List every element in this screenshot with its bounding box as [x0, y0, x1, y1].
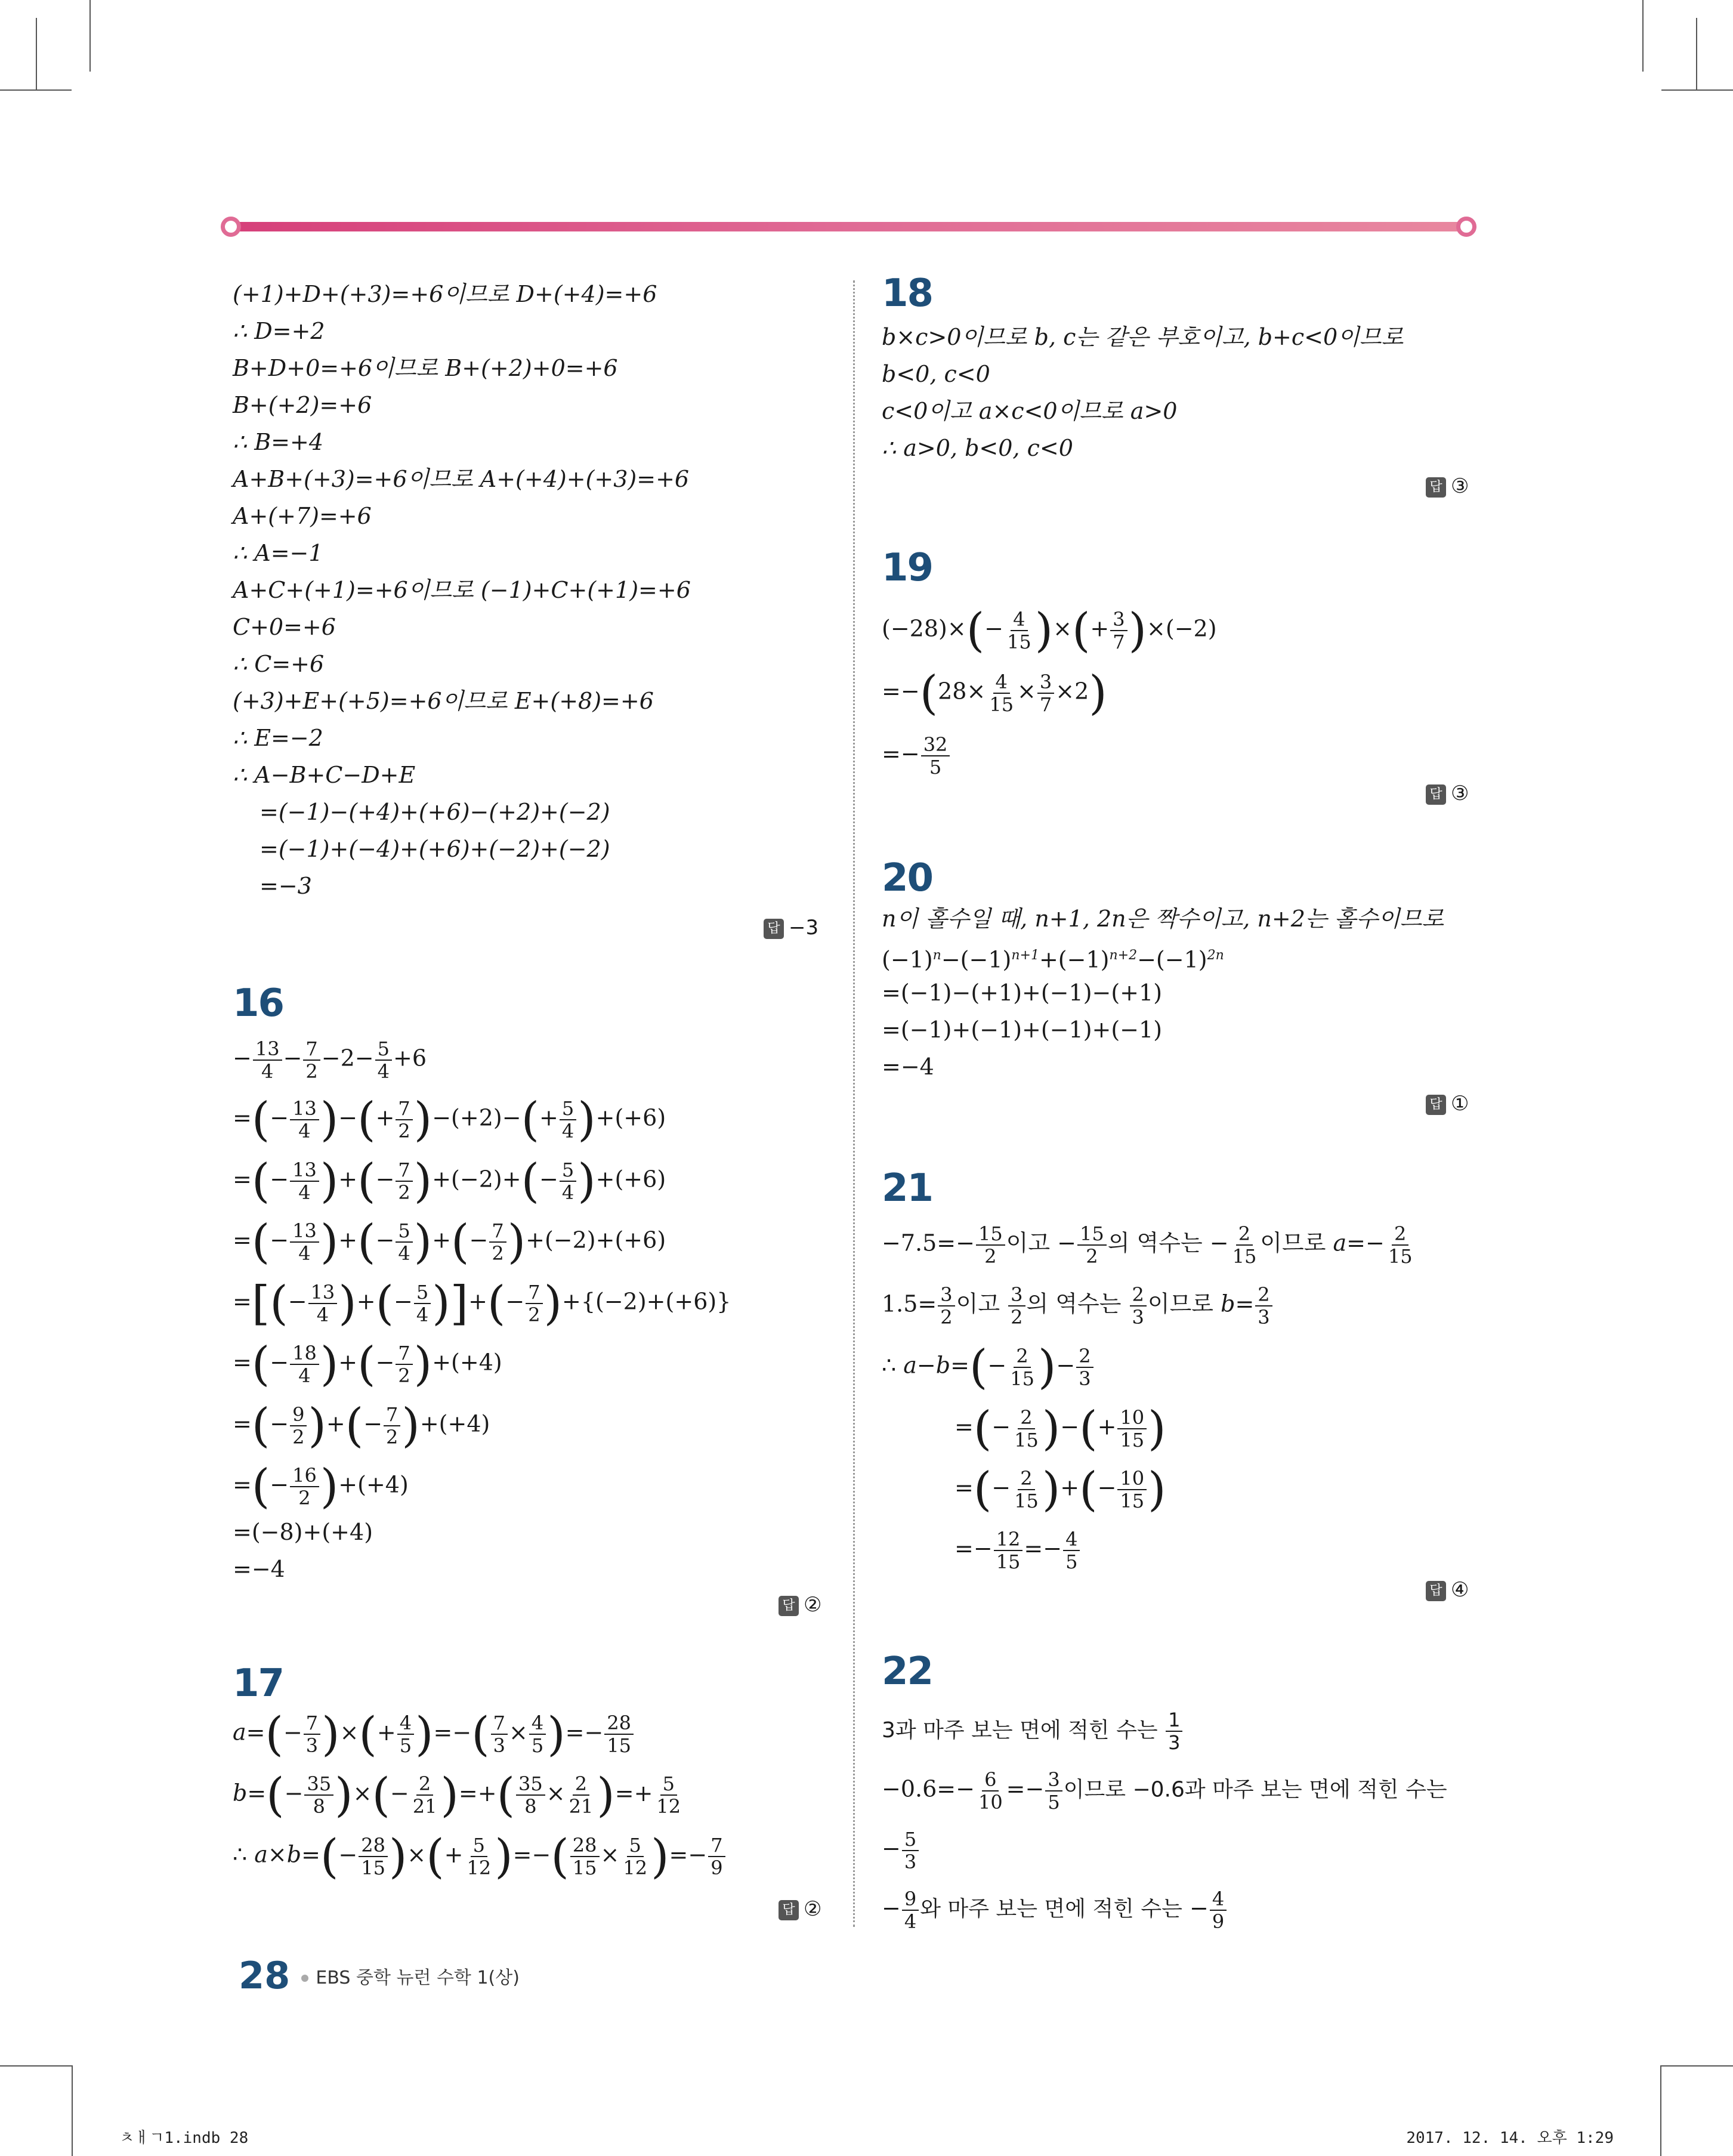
- solution-line: =−3: [260, 873, 312, 899]
- solution-line: B+D+0=+6이므로 B+(+2)+0=+6: [233, 355, 618, 381]
- solution-line: $(-1)^n-(-1)^{n+1}+(-1)^{n+2}-(-1)^{2n}$: [882, 946, 1224, 973]
- solution-line: =−4: [233, 1556, 285, 1582]
- solution-line: A+B+(+3)=+6이므로 A+(+4)+(+3)=+6: [233, 466, 690, 492]
- answer-value: ④: [1451, 1578, 1469, 1602]
- solution-line: =(− $\frac{13}{4}$ )+(− $\frac{5}{4}$ )+(− $\frac{7}{2}$ )+(−2)+(+6): [233, 1215, 666, 1269]
- problem-number: 20: [882, 856, 933, 900]
- solution-line: B+(+2)=+6: [233, 392, 372, 418]
- answer-label-icon: 답: [764, 919, 784, 939]
- solution-line: =(− $\frac{9}{2}$ )+(− $\frac{7}{2}$ )+(+4): [233, 1399, 490, 1453]
- solution-line: ∴ a>0, b<0, c<0: [882, 435, 1073, 461]
- problem-number: 22: [882, 1650, 933, 1694]
- solution-line: −0.6=− $\frac{6}{10}$ =− $\frac{3}{5}$ 이므로 −0.6과 마주 보는 면에 적힌 수는: [882, 1768, 1447, 1814]
- solution-line: =(−1)+(−1)+(−1)+(−1): [882, 1017, 1163, 1043]
- solution-line: n이 홀수일 때, n+1, 2n은 짝수이고, n+2는 홀수이므로: [882, 906, 1444, 932]
- solution-line: −7.5=− $\frac{15}{2}$ 이고 − $\frac{15}{2}$ 의 역수는 − $\frac{2}{15}$ 이므로 a=− $\frac{2}{15}$: [882, 1222, 1413, 1268]
- solution-line: =−4: [882, 1054, 934, 1080]
- print-slug-right: 2017. 12. 14. 오후 1:29: [1406, 2129, 1614, 2147]
- solution-line: ∴ A=−1: [233, 540, 323, 566]
- crop-mark: [1642, 0, 1644, 72]
- page-footer: [239, 1954, 520, 1997]
- solution-line: − $\frac{9}{4}$ 와 마주 보는 면에 적힌 수는 − $\frac{4}{9}$: [882, 1888, 1228, 1932]
- answer-value: ②: [804, 1593, 822, 1617]
- crop-mark: [36, 18, 37, 89]
- crop-mark: [0, 89, 72, 91]
- crop-mark: [72, 2065, 73, 2156]
- solution-line: =−(28× $\frac{4}{15}$ × $\frac{3}{7}$ ×2): [882, 666, 1107, 720]
- solution-line: =(−1)−(+1)+(−1)−(+1): [882, 980, 1163, 1006]
- solution-line: =(− $\frac{18}{4}$ )+(− $\frac{7}{2}$ )+(+4): [233, 1338, 502, 1391]
- answer-badge: [779, 1593, 821, 1617]
- solution-line: =(−8)+(+4): [233, 1519, 373, 1545]
- answer-value: ①: [1451, 1092, 1469, 1116]
- solution-line: C+0=+6: [233, 614, 336, 640]
- problem-number: 21: [882, 1166, 933, 1210]
- crop-mark: [0, 2065, 72, 2067]
- answer-label-icon: 답: [779, 1900, 799, 1920]
- problem-number: 18: [882, 271, 933, 316]
- header-bar: [221, 217, 1476, 237]
- answer-badge: [1426, 1092, 1469, 1116]
- solution-line: − $\frac{13}{4}$ − $\frac{7}{2}$ −2− $\frac{5}{4}$ +6: [233, 1037, 427, 1083]
- solution-line: =(− $\frac{2}{15}$ )+(− $\frac{10}{15}$ ): [954, 1463, 1166, 1516]
- solution-line: ∴ D=+2: [233, 318, 325, 344]
- solution-line: =(− $\frac{13}{4}$ )+(− $\frac{7}{2}$ )+(−2)+(− $\frac{5}{4}$ )+(+6): [233, 1154, 666, 1208]
- solution-line: (+3)+E+(+5)=+6이므로 E+(+8)=+6: [233, 688, 654, 714]
- answer-value: −3: [789, 916, 819, 940]
- header-bar-dot-left: [221, 217, 241, 237]
- answer-label-icon: 답: [779, 1596, 799, 1616]
- answer-label-icon: 답: [1426, 477, 1446, 498]
- solution-line: ∴ A−B+C−D+E: [233, 762, 416, 788]
- crop-mark: [1661, 2065, 1733, 2067]
- solution-line: c<0이고 a×c<0이므로 a>0: [882, 398, 1178, 424]
- answer-badge: [1426, 474, 1469, 498]
- solution-line: (+1)+D+(+3)=+6이므로 D+(+4)=+6: [233, 281, 657, 307]
- solution-line: =(−1)−(+4)+(+6)−(+2)+(−2): [260, 799, 610, 825]
- solution-line: 1.5= $\frac{3}{2}$ 이고 $\frac{3}{2}$ 의 역수는 $\frac{2}{3}$ 이므로 b= $\frac{2}{3}$: [882, 1284, 1274, 1328]
- answer-badge: [764, 916, 818, 940]
- column-divider: [853, 280, 855, 1927]
- problem-number: 19: [882, 546, 933, 590]
- solution-line: =− $\frac{32}{5}$: [882, 734, 951, 778]
- answer-badge: [779, 1897, 821, 1921]
- solution-line: =[(− $\frac{13}{4}$ )+(− $\frac{5}{4}$ )]+(− $\frac{7}{2}$ )+{(−2)+(+6)}: [233, 1277, 731, 1330]
- answer-label-icon: 답: [1426, 1581, 1446, 1601]
- solution-line: ∴ E=−2: [233, 725, 323, 751]
- book-title: EBS 중학 뉴런 수학 1(상): [301, 1967, 520, 1988]
- answer-badge: [1426, 782, 1469, 805]
- header-bar-line: [234, 222, 1463, 231]
- solution-line: A+C+(+1)=+6이므로 (−1)+C+(+1)=+6: [233, 577, 691, 603]
- answer-value: ③: [1451, 474, 1469, 498]
- solution-line: a=(− $\frac{7}{3}$ )×(+ $\frac{4}{5}$ )=−( $\frac{7}{3}$ × $\frac{4}{5}$ )=− $\frac{28}{15}$: [233, 1712, 635, 1756]
- solution-line: =− $\frac{12}{15}$ =− $\frac{4}{5}$: [954, 1528, 1081, 1573]
- solution-line: A+(+7)=+6: [233, 503, 372, 529]
- solution-line: =(− $\frac{13}{4}$ )−(+ $\frac{7}{2}$ )−(+2)−(+ $\frac{5}{4}$ )+(+6): [233, 1093, 666, 1147]
- print-slug-left: ㅊㅐㄱ1.indb 28: [119, 2129, 249, 2147]
- crop-mark: [1696, 18, 1697, 89]
- solution-line: b×c>0이므로 b, c는 같은 부호이고, b+c<0이므로: [882, 324, 1404, 350]
- page-number: 28: [239, 1954, 291, 1997]
- problem-number: 17: [233, 1661, 284, 1706]
- solution-line: − $\frac{5}{3}$: [882, 1828, 920, 1873]
- solution-line: ∴ B=+4: [233, 429, 324, 455]
- answer-value: ③: [1451, 782, 1469, 805]
- solution-line: =(− $\frac{2}{15}$ )−(+ $\frac{10}{15}$ ): [954, 1402, 1166, 1456]
- problem-number: 16: [233, 981, 284, 1026]
- answer-value: ②: [804, 1897, 822, 1921]
- solution-line: b=(− $\frac{35}{8}$ )×(− $\frac{2}{21}$ )=+( $\frac{35}{8}$ × $\frac{2}{21}$ )=+ $\frac{5}{12}$: [233, 1768, 681, 1822]
- solution-line: ∴ a−b=(− $\frac{2}{15}$ )− $\frac{2}{3}$: [882, 1345, 1095, 1389]
- crop-mark: [1661, 89, 1733, 91]
- solution-line: 3과 마주 보는 면에 적힌 수는 $\frac{1}{3}$: [882, 1709, 1184, 1753]
- answer-label-icon: 답: [1426, 1095, 1446, 1115]
- solution-line: =(−1)+(−4)+(+6)+(−2)+(−2): [260, 836, 610, 862]
- header-bar-dot-right: [1456, 217, 1476, 237]
- answer-label-icon: 답: [1426, 784, 1446, 805]
- solution-line: b<0, c<0: [882, 361, 990, 387]
- crop-mark: [1660, 2065, 1661, 2156]
- crop-mark: [89, 0, 91, 72]
- solution-line: ∴ C=+6: [233, 651, 325, 677]
- solution-line: =(− $\frac{16}{2}$ )+(+4): [233, 1460, 409, 1513]
- answer-badge: [1426, 1578, 1469, 1602]
- solution-line: ∴ a×b=(− $\frac{28}{15}$ )×(+ $\frac{5}{12}$ )=−( $\frac{28}{15}$ × $\frac{5}{12}$ )=− $\frac{7}{9}$: [233, 1834, 727, 1879]
- solution-line: (−28)×(− $\frac{4}{15}$ )×(+ $\frac{3}{7}$ )×(−2): [882, 604, 1217, 657]
